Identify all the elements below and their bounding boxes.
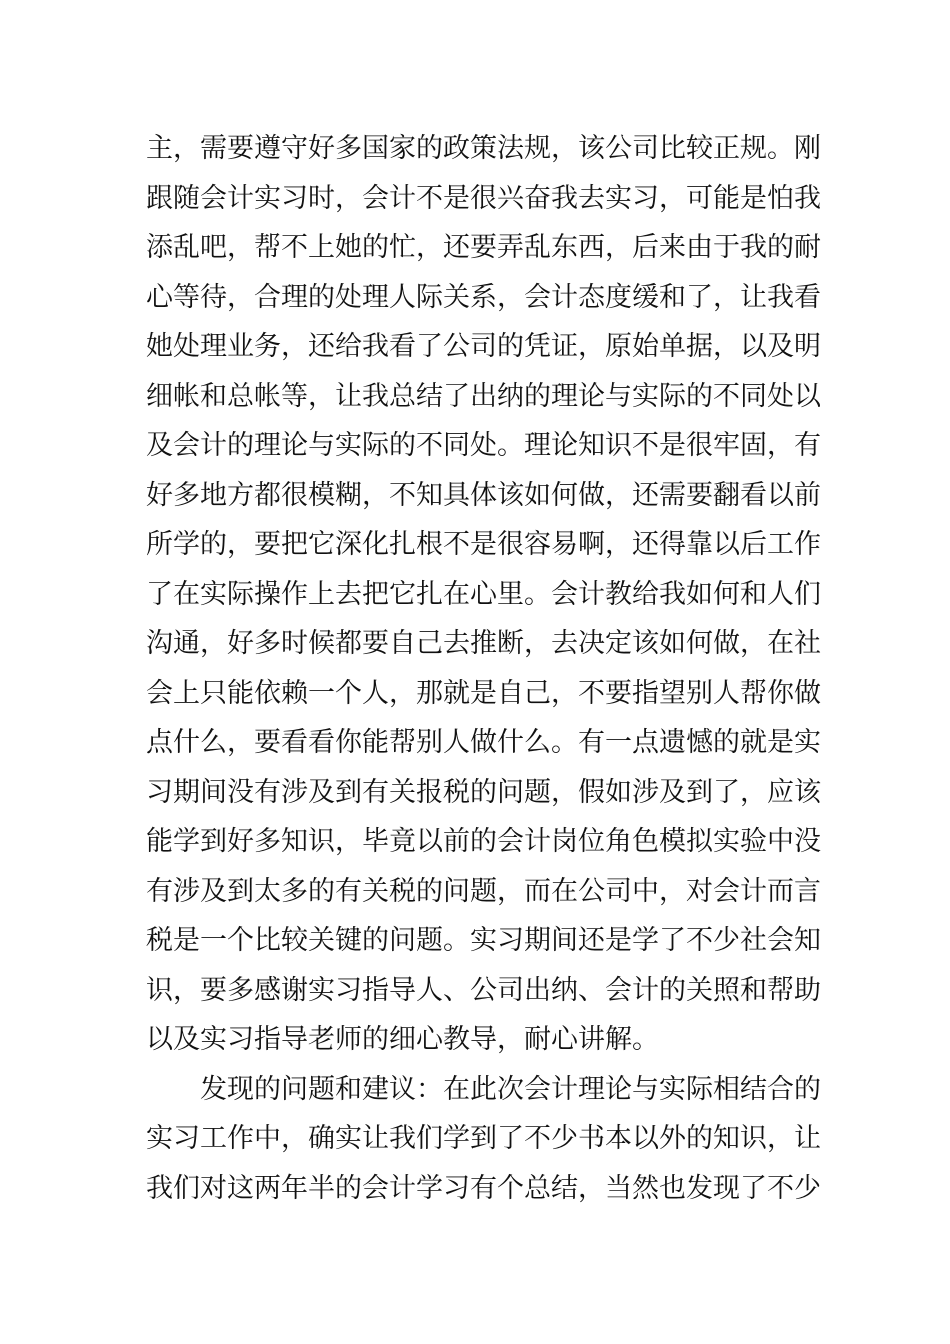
paragraph-end-line: 以及实习指导老师的细心教导，耐心讲解。	[146, 1024, 659, 1055]
text-line: 识，要多感谢实习指导人、公司出纳、会计的关照和帮助	[146, 974, 821, 1006]
text-line: 习期间没有涉及到有关报税的问题，假如涉及到了，应该	[146, 776, 821, 808]
text-line: 细帐和总帐等，让我总结了出纳的理论与实际的不同处以	[146, 380, 821, 412]
text-line: 主，需要遵守好多国家的政策法规，该公司比较正规。刚	[146, 133, 821, 164]
text-line: 了在实际操作上去把它扎在心里。会计教给我如何和人们	[146, 578, 821, 610]
text-line: 添乱吧，帮不上她的忙，还要弄乱东西，后来由于我的耐	[146, 232, 821, 263]
body-text	[146, 124, 821, 1213]
text-line: 沟通，好多时候都要自己去推断，去决定该如何做，在社	[146, 628, 821, 659]
text-line: 好多地方都很模糊，不知具体该如何做，还需要翻看以前	[146, 479, 821, 511]
text-line: 跟随会计实习时，会计不是很兴奋我去实习，可能是怕我	[146, 182, 821, 214]
text-line: 及会计的理论与实际的不同处。理论知识不是很牢固，有	[146, 430, 821, 461]
text-line: 税是一个比较关键的问题。实习期间还是学了不少社会知	[146, 925, 821, 956]
paragraph-start-line: 发现的问题和建议：在此次会计理论与实际相结合的	[200, 1073, 821, 1105]
text-line: 所学的，要把它深化扎根不是很容易啊，还得靠以后工作	[146, 529, 821, 560]
text-line: 有涉及到太多的有关税的问题，而在公司中，对会计而言	[146, 875, 821, 907]
text-line: 心等待，合理的处理人际关系，会计态度缓和了，让我看	[146, 281, 821, 313]
text-line: 能学到好多知识，毕竟以前的会计岗位角色模拟实验中没	[146, 826, 821, 857]
text-line: 实习工作中，确实让我们学到了不少书本以外的知识，让	[146, 1123, 821, 1154]
text-line: 她处理业务，还给我看了公司的凭证，原始单据，以及明	[146, 331, 821, 362]
text-line: 我们对这两年半的会计学习有个总结，当然也发现了不少	[146, 1172, 821, 1204]
text-line: 会上只能依赖一个人，那就是自己，不要指望别人帮你做	[146, 677, 821, 709]
text-line: 点什么，要看看你能帮别人做什么。有一点遗憾的就是实	[146, 727, 821, 758]
